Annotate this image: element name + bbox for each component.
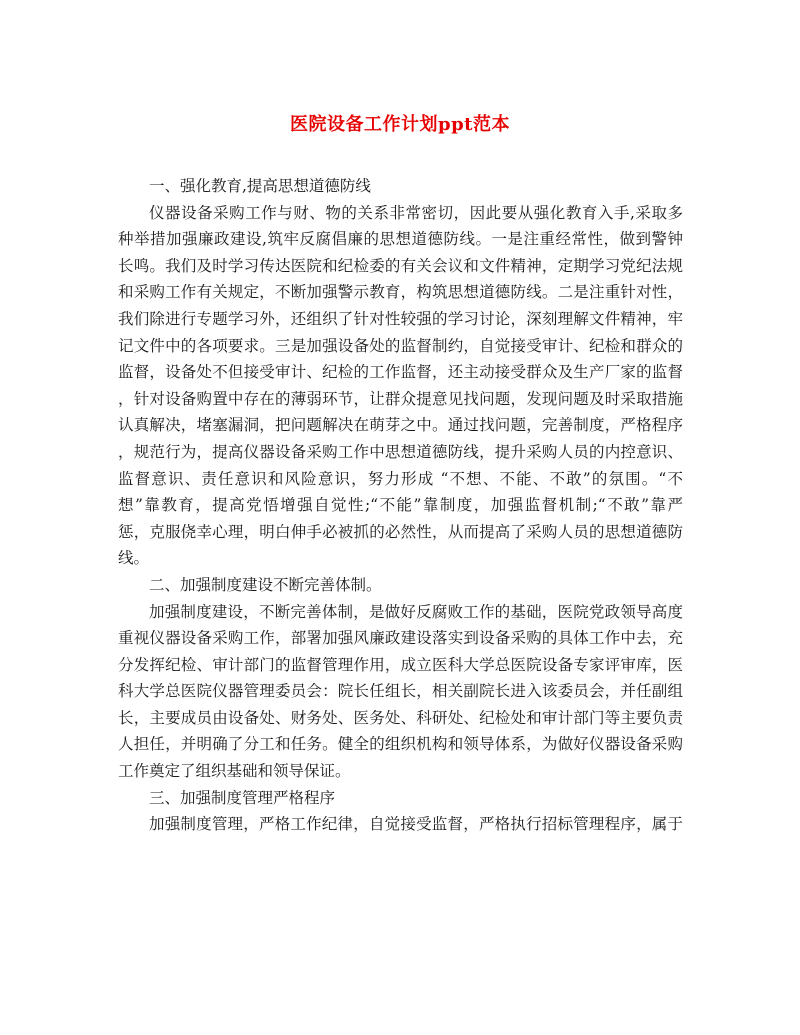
paragraph-line: 分发挥纪检、审计部门的监督管理作用，成立医科大学总医院设备专家评审库，医 (118, 655, 683, 674)
section-heading: 三、加强制度管理严格程序 (149, 788, 336, 807)
paragraph-line: 我们除进行专题学习外，还组织了针对性较强的学习讨论，深刻理解文件精神，牢 (118, 309, 683, 328)
paragraph-line: 仪器设备采购工作与财、物的关系非常密切，因此要从强化教育入手,采取多 (149, 203, 683, 222)
document-title: 医院设备工作计划ppt范本 (290, 114, 510, 135)
paragraph-line: 科大学总医院仪器管理委员会：院长任组长，相关副院长进入该委员会，并任副组 (118, 682, 683, 701)
paragraph-line: 监督意识、责任意识和风险意识，努力形成 “不想、不能、不敢”的氛围。“不 (118, 469, 683, 488)
paragraph-line: 线。 (118, 549, 150, 568)
paragraph-line: 加强制度管理，严格工作纪律，自觉接受监督，严格执行招标管理程序，属于 (149, 815, 683, 834)
paragraph-line: 惩，克服侥幸心理，明白伸手必被抓的必然性，从而提高了采购人员的思想道德防 (118, 522, 683, 541)
paragraph-line: 人担任，并明确了分工和任务。健全的组织机构和领导体系，为做好仪器设备采购 (118, 735, 683, 754)
section-heading: 一、强化教育,提高思想道德防线 (149, 177, 371, 195)
paragraph-line: 记文件中的各项要求。三是加强设备处的监督制约，自觉接受审计、纪检和群众的 (118, 336, 683, 355)
paragraph-line: 认真解决，堵塞漏洞，把问题解决在萌芽之中。通过找问题，完善制度，严格程序 (118, 416, 683, 435)
paragraph-line: ，针对设备购置中存在的薄弱环节，让群众提意见找问题，发现问题及时采取措施 (118, 389, 683, 408)
paragraph-line: 加强制度建设，不断完善体制，是做好反腐败工作的基础，医院党政领导高度 (149, 602, 683, 621)
section-heading: 二、加强制度建设不断完善体制。 (149, 575, 382, 594)
paragraph-line: 想”靠教育，提高党悟增强自觉性;“不能”靠制度，加强监督机制;“不敢”靠严 (118, 496, 683, 515)
paragraph-line: 长，主要成员由设备处、财务处、医务处、科研处、纪检处和审计部门等主要负责 (118, 708, 683, 727)
paragraph-line: 长鸣。我们及时学习传达医院和纪检委的有关会议和文件精神，定期学习党纪法规 (118, 256, 683, 275)
paragraph-line: 监督，设备处不但接受审计、纪检的工作监督，还主动接受群众及生产厂家的监督 (118, 363, 683, 382)
document-body (118, 173, 683, 838)
paragraph-line: 和采购工作有关规定，不断加强警示教育，构筑思想道德防线。二是注重针对性， (118, 283, 683, 302)
paragraph-line: 种举措加强廉政建设,筑牢反腐倡廉的思想道德防线。一是注重经常性，做到警钟 (118, 230, 683, 249)
paragraph-line: ，规范行为，提高仪器设备采购工作中思想道德防线，提升采购人员的内控意识、 (118, 442, 683, 461)
paragraph-line: 工作奠定了组织基础和领导保证。 (118, 762, 351, 781)
paragraph-line: 重视仪器设备采购工作，部署加强风廉政建设落实到设备采购的具体工作中去，充 (118, 629, 683, 648)
